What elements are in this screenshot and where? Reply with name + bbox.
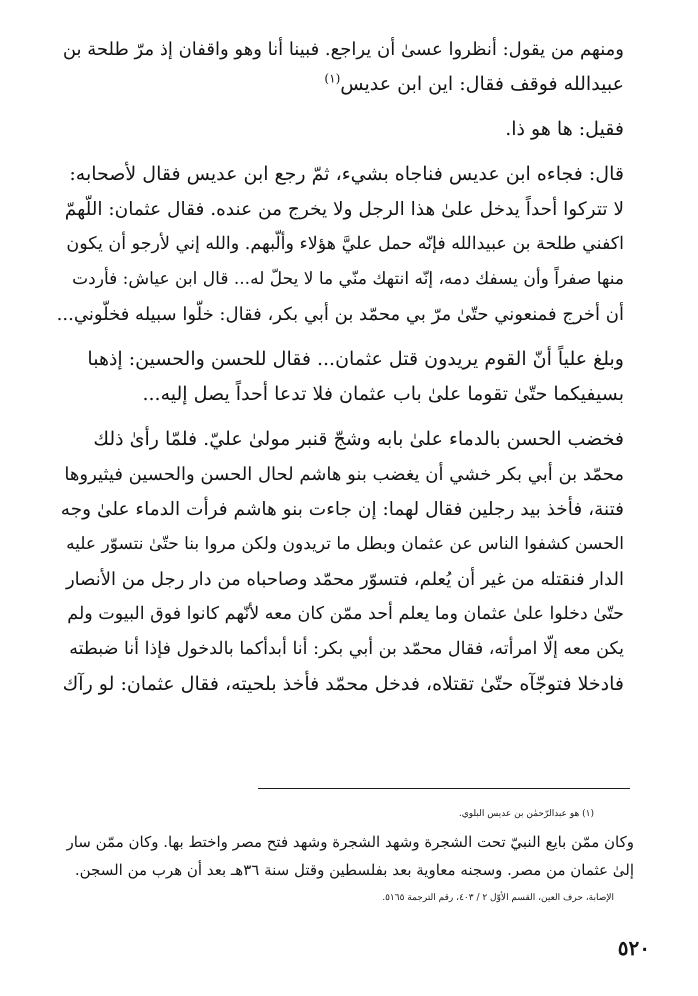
text-line: لا تتركوا أحداً يدخل علىٰ هذا الرجل ولا يخرج من عنده. فقال عثمان: اللّهمّ (64, 199, 624, 220)
text-line: الدار فنقتله من غير أن يُعلم، فتسوّر محمّد وصاحباه من دار رجل من الأنصار (65, 569, 624, 590)
footnote-line: الإصابة، حرف العين، القسم الأوّل ٢ / ٤٠٣، رقم الترجمة ٥١٦٥. (382, 893, 614, 903)
paragraph-gap (58, 412, 646, 422)
footnotes (58, 800, 634, 912)
paragraph-2 (58, 112, 646, 147)
text-line: بسيفيكما حتّىٰ تقوما علىٰ باب عثمان فلا تدعا أحداً يصل إليه... (142, 383, 624, 405)
text-line: أن أخرج فمنعوني حتّىٰ مرّ بي محمّد بن أبي بكر، فقال: خلّوا سبيله فخلّوني... (56, 304, 624, 325)
text-line: الحسن كشفوا الناس عن عثمان وبطل ما تريدون ولكن مروا بنا حتّىٰ نتسوّر عليه (66, 534, 624, 554)
text-line: وبلغ علياً أنّ القوم يريدون قتل عثمان... فقال للحسن والحسين: إذهبا (87, 348, 624, 370)
text-run: عبيدالله فوقف فقال: اين ابن عديس (340, 73, 624, 95)
paragraph-gap (58, 332, 646, 342)
text-line: منها صفراً وأن يسفك دمه، إنّه انتهك منّي ما لا يحلّ له... قال ابن عياش: فأردت (72, 269, 624, 289)
text-line: فتنة، فأخذ بيد رجلين فقال لهما: إن جاءت بنو هاشم فرأت الدماء علىٰ وجه (60, 499, 624, 520)
page-number: ٥٢٠ (617, 936, 650, 960)
footnote-line: (١) هو عبدالرّحمٰن بن عديس البلوي. (458, 809, 594, 819)
paragraph-1 (58, 32, 646, 102)
footnote-reference[interactable]: (١) (324, 71, 341, 86)
footnote-line: وكان ممّن بايع النبيّ تحت الشجرة وشهد الشجرة وشهد فتح مصر واختط بها. وكان ممّن سار (66, 833, 634, 851)
text-line: فادخلا فتوجّآه حتّىٰ تقتلاه، فدخل محمّد فأخذ بلحيته، فقال عثمان: لو رآك (62, 673, 624, 695)
paragraph-3 (58, 157, 646, 332)
text-line: فخضب الحسن بالدماء علىٰ بابه وشجّ قنبر مولىٰ عليّ. فلمّا رأىٰ ذلك (93, 428, 624, 450)
text-line (58, 67, 646, 102)
text-line: ومنهم من يقول: أنظروا عسىٰ أن يراجع. فبينا أنا وهو واقفان إذ مرّ طلحة بن (62, 39, 624, 60)
text-line: اكفني طلحة بن عبيدالله فإنّه حمل عليَّ هؤلاء وألّبهم. والله إني لأرجو أن يكون (66, 234, 624, 254)
paragraph-5 (58, 422, 646, 702)
text-line: فقيل: ها هو ذا. (505, 118, 624, 140)
paragraph-gap (58, 147, 646, 157)
page-body (58, 32, 646, 702)
footnote-line: إلىٰ عثمان من مصر. وسجنه معاوية بعد بفلسطين وقتل سنة ٣٦هـ بعد أن هرب من السجن. (74, 861, 634, 879)
text-line: محمّد بن أبي بكر خشي أن يغضب بنو هاشم لحال الحسن والحسين فيثيروها (64, 464, 624, 485)
text-line: يكن معه إلّا امرأته، فقال محمّد بن أبي بكر: أنا أبدأكما بالدخول فإذا أنا ضبطته (69, 639, 624, 659)
text-line: حتّىٰ دخلوا علىٰ عثمان وما يعلم أحد ممّن كان معه لأنّهم كانوا فوق البيوت ولم (67, 604, 624, 624)
paragraph-4 (58, 342, 646, 412)
paragraph-gap (58, 102, 646, 112)
footnote-separator (258, 788, 630, 789)
text-line: قال: فجاءه ابن عديس فناجاه بشيء، ثمّ رجع ابن عديس فقال لأصحابه: (69, 163, 624, 185)
